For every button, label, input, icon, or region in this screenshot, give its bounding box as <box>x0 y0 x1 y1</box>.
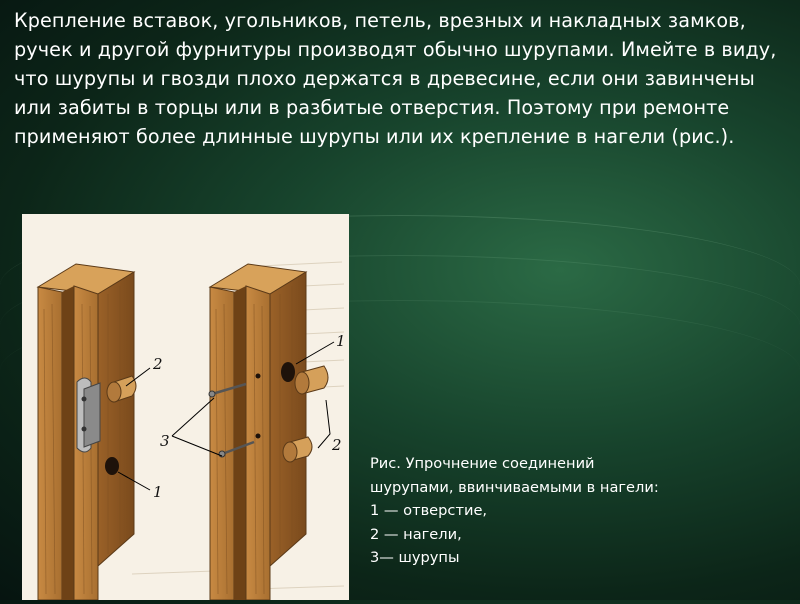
label-two-left: 2 <box>153 355 163 373</box>
caption-line-3: 1 — отверстие, <box>370 502 488 519</box>
right-hole <box>281 362 295 382</box>
right-wooden-post <box>210 264 306 600</box>
caption-line-2: шурупами, ввинчиваемыми в нагели: <box>370 478 659 496</box>
figure-caption <box>370 452 750 570</box>
figure-illustration <box>22 214 349 600</box>
caption-line-1: Рис. Упрочнение соединений <box>370 455 595 472</box>
left-hole <box>105 457 119 475</box>
label-three: 3 <box>160 432 170 450</box>
label-two-right: 2 <box>332 436 342 454</box>
caption-line-5: 3— шурупы <box>370 549 460 566</box>
metal-hinge-plate <box>77 378 100 452</box>
label-one-right: 1 <box>336 332 346 350</box>
caption-line-4: 2 — нагели, <box>370 525 462 543</box>
slide-body-text: Крепление вставок, угольников, петель, врезных и накладных замков, ручек и другой фурнитуры производят обычно шурупами. Имейте в виду, что шурупы и гвозди плохо держатся в древесине, если они завинчены или забиты в торцы или в разбитые отверстия. Поэтому при ремонте применяют более длинные шурупы или их крепление в нагели (рис.). <box>14 9 777 148</box>
label-one-left: 1 <box>153 483 163 501</box>
dowel-joint-illustration <box>22 214 349 600</box>
